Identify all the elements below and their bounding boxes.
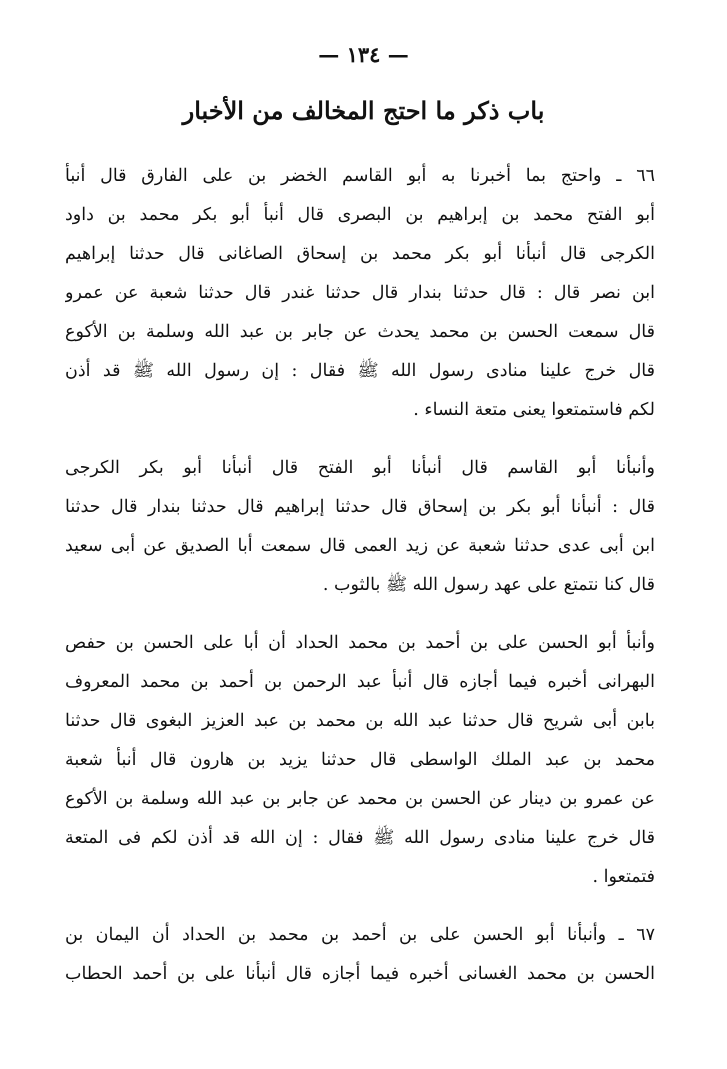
- text-line: الحسن بن محمد الغسانى أخبره فيما أجازه قال أنبأنا على بن أحمد الحطاب: [65, 964, 655, 984]
- text-line: محمد بن عبد الملك الواسطى قال حدثنا يزيد بن هارون قال أنبأ شعبة: [65, 750, 655, 770]
- text-line: الكرجى قال أنبأنا أبو بكر محمد بن إسحاق الصاغانى قال حدثنا إبراهيم: [65, 244, 655, 264]
- text-line: أبو الفتح محمد بن إبراهيم بن البصرى قال أنبأ أبو بكر محمد بن داود: [65, 205, 655, 225]
- text-line: قال سمعت الحسن بن محمد يحدث عن جابر بن عبد الله وسلمة بن الأكوع: [65, 322, 655, 342]
- text-line: قال كنا نتمتع على عهد رسول الله ﷺ بالثوب .: [322, 575, 655, 595]
- chapter-title: باب ذكر ما احتج المخالف من الأخبار: [182, 96, 545, 125]
- text-line: ابن أبى عدى حدثنا شعبة عن زيد العمى قال سمعت أبا الصديق عن أبى سعيد: [65, 536, 655, 556]
- text-line: ٦٧ ـ وأنبأنا أبو الحسن على بن أحمد بن محمد بن الحداد أن اليمان بن: [65, 925, 655, 945]
- text-line: ٦٦ ـ واحتج بما أخبرنا به أبو القاسم الخضر بن على الفارق قال أنبأ: [65, 166, 655, 186]
- page-number: — ١٣٤ —: [318, 42, 409, 67]
- text-line: لكم فاستمتعوا يعنى متعة النساء .: [413, 400, 655, 420]
- text-line: البهرانى أخبره فيما أجازه قال أنبأ عبد الرحمن بن أحمد بن محمد المعروف: [65, 672, 655, 692]
- text-line: بابن أبى شريح قال حدثنا عبد الله بن محمد بن عبد العزيز البغوى قال حدثنا: [65, 711, 655, 731]
- text-line: قال : أنبأنا أبو بكر بن إسحاق قال حدثنا إبراهيم قال حدثنا بندار قال حدثنا: [65, 497, 655, 517]
- text-line: وأنبأنا أبو القاسم قال أنبأنا أبو الفتح قال أنبأنا أبو بكر الكرجى: [65, 458, 655, 478]
- text-line: قال خرج علينا منادى رسول الله ﷺ فقال : إن الله قد أذن لكم فى المتعة: [65, 828, 655, 848]
- text-line: فتمتعوا .: [592, 867, 655, 887]
- text-line: ابن نصر قال : قال حدثنا بندار قال حدثنا غندر قال حدثنا شعبة عن عمرو: [65, 283, 655, 303]
- text-line: قال خرج علينا منادى رسول الله ﷺ فقال : إن رسول الله ﷺ قد أذن: [65, 361, 655, 381]
- text-line: عن عمرو بن دينار عن الحسن بن محمد عن جابر بن عبد الله وسلمة بن الأكوع: [65, 789, 655, 809]
- text-line: وأنبأ أبو الحسن على بن أحمد بن محمد الحداد أن أبا على الحسن بن حفص: [65, 633, 655, 653]
